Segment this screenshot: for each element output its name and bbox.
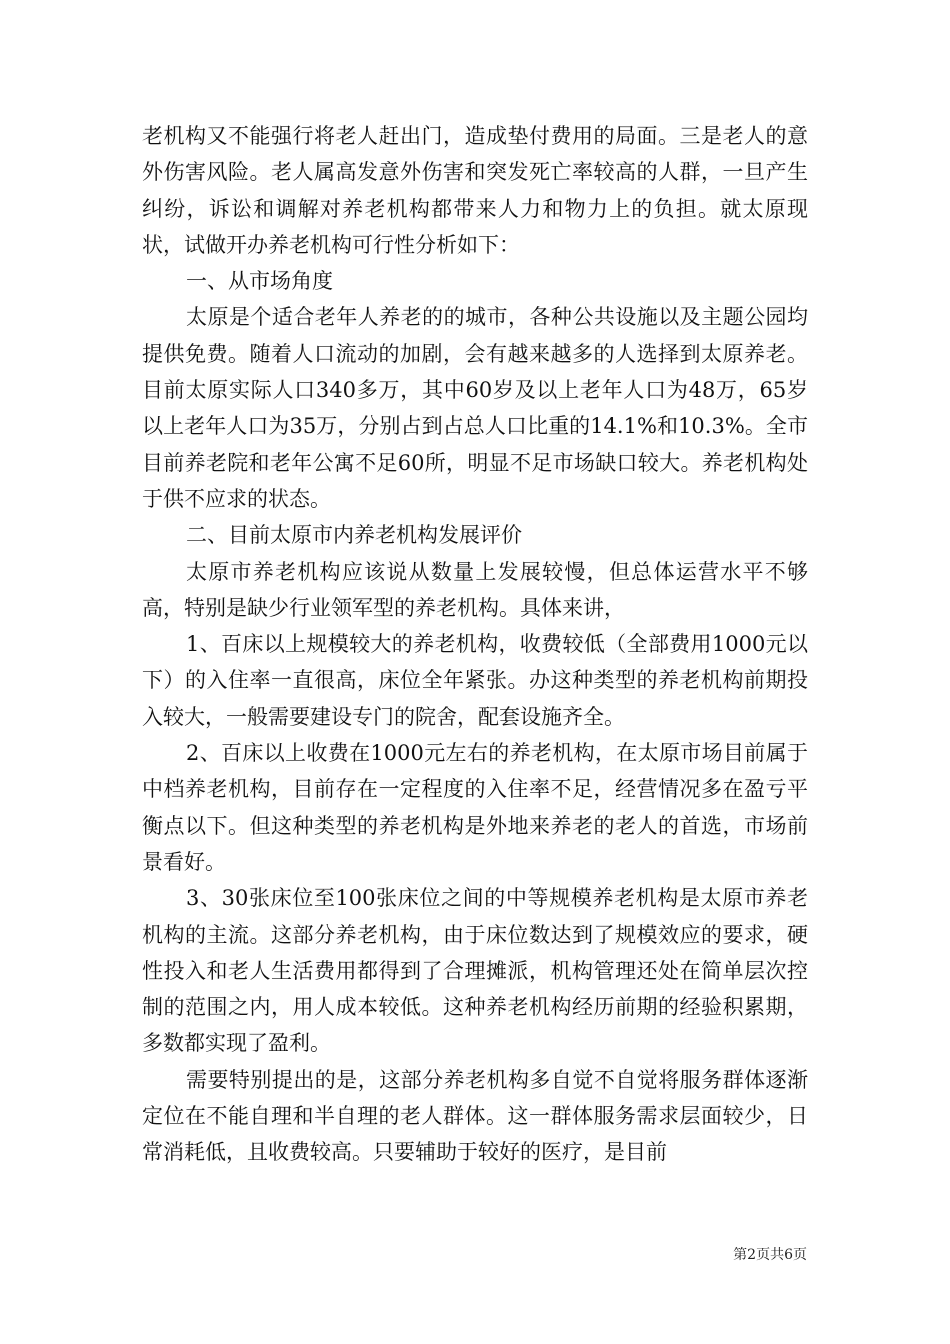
page-number: 第2页共6页 xyxy=(733,1247,807,1263)
list-item-2: 2、百床以上收费在1000元左右的养老机构，在太原市场目前属于中档养老机构，目前存在一定程度的入住率不足，经营情况多在盈亏平衡点以下。但这种类型的养老机构是外地来养老的老人的首选，市场前景看好。 xyxy=(142,741,808,874)
section-heading-evaluation: 二、目前太原市内养老机构发展评价 xyxy=(186,523,522,548)
paragraph-note: 需要特别提出的是，这部分养老机构多自觉不自觉将服务群体逐渐定位在不能自理和半自理的老人群体。这一群体服务需求层面较少，日常消耗低，且收费较高。只要辅助于较好的医疗，是目前 xyxy=(142,1067,808,1165)
paragraph-evaluation: 太原市养老机构应该说从数量上发展较慢，但总体运营水平不够高，特别是缺少行业领军型的养老机构。具体来讲， xyxy=(142,559,808,620)
paragraph-1: 老机构又不能强行将老人赶出门，造成垫付费用的局面。三是老人的意外伤害风险。老人属高发意外伤害和突发死亡率较高的人群，一旦产生纠纷，诉讼和调解对养老机构都带来人力和物力上的负担。就太原现状，试做开办养老机构可行性分析如下： xyxy=(142,124,808,257)
paragraph-market: 太原是个适合老年人养老的的城市，各种公共设施以及主题公园均提供免费。随着人口流动的加剧，会有越来越多的人选择到太原养老。目前太原实际人口340多万，其中60岁及以上老年人口为48万，65岁以上老年人口为35万，分别占到占总人口比重的14.1%和10.3%。全市目前养老院和老年公寓不足60所，明显不足市场缺口较大。养老机构处于供不应求的状态。 xyxy=(142,305,808,511)
list-item-1: 1、百床以上规模较大的养老机构，收费较低（全部费用1000元以下）的入住率一直很高，床位全年紧张。办这种类型的养老机构前期投入较大，一般需要建设专门的院舍，配套设施齐全。 xyxy=(142,632,808,729)
list-item-3: 3、30张床位至100张床位之间的中等规模养老机构是太原市养老机构的主流。这部分养老机构，由于床位数达到了规模效应的要求，硬性投入和老人生活费用都得到了合理摊派，机构管理还处在简单层次控制的范围之内，用人成本较低。这种养老机构经历前期的经验积累期，多数都实现了盈利。 xyxy=(142,886,808,1056)
document-body xyxy=(142,118,808,1171)
section-heading-market: 一、从市场角度 xyxy=(186,269,333,294)
